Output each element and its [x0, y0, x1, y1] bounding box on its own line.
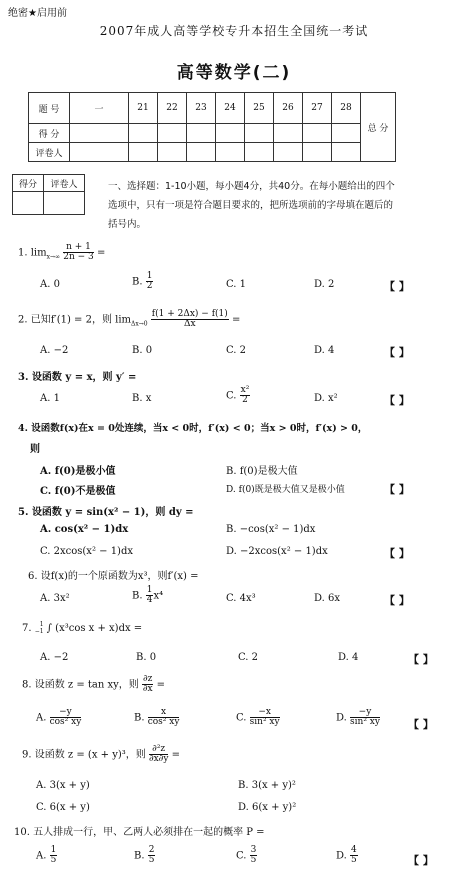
q3-option-b: B. x: [132, 393, 152, 404]
row-label-question: 题 号: [29, 93, 70, 124]
q1-option-c: C. 1: [226, 279, 247, 290]
question-6: 6. 设f(x)的一个原函数为x³，则f′(x) =: [28, 571, 199, 582]
q4-answer-bracket: 【 】: [384, 483, 410, 496]
q3-answer-bracket: 【 】: [384, 394, 410, 407]
secret-mark: 绝密★启用前: [8, 8, 67, 19]
score-table: [28, 92, 396, 162]
col-21: 21: [129, 93, 158, 124]
question-1: 1. $\lim_{x\to\infty}$ $\frac{n + 1}{2n - 3}$ =: [18, 242, 106, 263]
q3-option-a: A. 1: [40, 393, 60, 404]
col-27: 27: [303, 93, 332, 124]
question-3: 3. 设函数 y = x，则 y′ =: [18, 372, 137, 383]
q8-option-d: D. $\frac{-y}{\text{sin² xy}}$: [336, 707, 380, 728]
question-4: 4. 设函数f(x)在x = 0处连续，当x < 0时，f′(x) < 0；当x > 0时，f′(x) > 0，: [18, 423, 368, 434]
q10-option-a: A. $\frac{1}{5}$: [36, 845, 57, 866]
q7-option-c: C. 2: [238, 652, 259, 663]
q9-option-c: C. 6(x + y): [36, 802, 90, 813]
col-25: 25: [245, 93, 274, 124]
q3-option-c: C. $\frac{\text{x²}}{2}$: [226, 385, 250, 406]
col-part-one: 一: [70, 93, 129, 124]
q2-option-b: B. 0: [132, 345, 153, 356]
q7-option-a: A. −2: [40, 652, 69, 663]
q2-option-a: A. −2: [40, 345, 69, 356]
col-26: 26: [274, 93, 303, 124]
q7-option-b: B. 0: [136, 652, 157, 663]
q6-answer-bracket: 【 】: [384, 594, 410, 607]
q2-option-c: C. 2: [226, 345, 247, 356]
col-22: 22: [158, 93, 187, 124]
q1-option-d: D. 2: [314, 279, 335, 290]
q10-option-c: C. $\frac{3}{5}$: [236, 845, 257, 866]
question-10: 10. 五人排成一行，甲、乙两人必须排在一起的概率 P =: [14, 827, 265, 838]
row-label-score: 得 分: [29, 124, 70, 143]
subject-title: 高等数学(二): [176, 63, 292, 83]
q10-option-b: B. $\frac{2}{5}$: [134, 845, 155, 866]
col-total: 总 分: [361, 93, 396, 162]
instructions-line-2: 选项中，只有一项是符合题目要求的，把所选项前的字母填在题后的: [108, 200, 394, 211]
q5-answer-bracket: 【 】: [384, 547, 410, 560]
q2-option-d: D. 4: [314, 345, 335, 356]
q6-option-b: B. $\frac{1}{4}$ x⁴: [132, 585, 164, 606]
instructions-line-3: 括号内。: [108, 219, 147, 230]
q2-answer-bracket: 【 】: [384, 346, 410, 359]
q9-option-b: B. 3(x + y)²: [238, 780, 296, 791]
q4-option-d: D. f(0)既是极大值又是极小值: [226, 485, 345, 495]
q4-option-a: A. f(0)是极小值: [40, 466, 116, 477]
q7-answer-bracket: 【 】: [408, 653, 434, 666]
q1-option-b: B. $\frac{1}{2}$: [132, 271, 153, 292]
question-5: 5. 设函数 y = sin(x² − 1)，则 dy =: [18, 507, 194, 518]
col-28: 28: [332, 93, 361, 124]
q6-option-d: D. 6x: [314, 593, 341, 604]
grader-box-grader: 评卷人: [44, 175, 85, 192]
q7-option-d: D. 4: [338, 652, 359, 663]
q10-answer-bracket: 【 】: [408, 854, 434, 867]
grader-box-score: 得分: [13, 175, 44, 192]
exam-title: 2007年成人高等学校专升本招生全国统一考试: [99, 24, 369, 38]
q8-option-a: A. $\frac{-y}{\text{cos² xy}}$: [36, 707, 82, 728]
q8-option-b: B. $\frac{x}{\text{cos² xy}}$: [134, 707, 180, 728]
q8-option-c: C. $\frac{-x}{\text{sin² xy}}$: [236, 707, 280, 728]
question-8: 8. 设函数 z = tan xy，则 $\frac{\partial z}{\partial x}$ =: [22, 674, 165, 695]
q4-option-b: B. f(0)是极大值: [226, 466, 298, 477]
instructions-line-1: 一、选择题：1-10小题，每小题4分，共40分。在每小题给出的四个: [108, 181, 395, 192]
q5-option-a: A. cos(x² − 1)dx: [40, 524, 129, 535]
q4-option-c: C. f(0)不是极值: [40, 486, 116, 497]
q8-answer-bracket: 【 】: [408, 718, 434, 731]
q5-option-d: D. −2xcos(x² − 1)dx: [226, 546, 328, 557]
q1-option-a: A. 0: [40, 279, 60, 290]
q6-option-c: C. 4x³: [226, 593, 256, 604]
question-7: 7. 1 −1 ∫ (x³cos x + x)dx =: [22, 621, 143, 635]
question-9: 9. 设函数 z = (x + y)³，则 $\frac{\text{∂²z}}{\partial x\partial y}$ =: [22, 744, 180, 765]
q9-option-a: A. 3(x + y): [36, 780, 90, 791]
row-label-grader: 评卷人: [29, 143, 70, 162]
col-23: 23: [187, 93, 216, 124]
q3-option-d: D. x²: [314, 393, 338, 404]
q5-option-c: C. 2xcos(x² − 1)dx: [40, 546, 133, 557]
q5-option-b: B. −cos(x² − 1)dx: [226, 524, 316, 535]
q6-option-a: A. 3x²: [40, 593, 70, 604]
question-4-cont: 则: [30, 444, 40, 455]
q9-option-d: D. 6(x + y)²: [238, 802, 297, 813]
q10-option-d: D. $\frac{4}{5}$: [336, 845, 357, 866]
col-24: 24: [216, 93, 245, 124]
q1-answer-bracket: 【 】: [384, 280, 410, 293]
grader-box: [12, 174, 85, 215]
question-2: 2. 已知f′(1) = 2，则 $\lim_{\Delta x\to 0}$ $\frac{f(1 + 2\Delta x) - f(1)}{\Delta x}$ =: [18, 309, 241, 330]
